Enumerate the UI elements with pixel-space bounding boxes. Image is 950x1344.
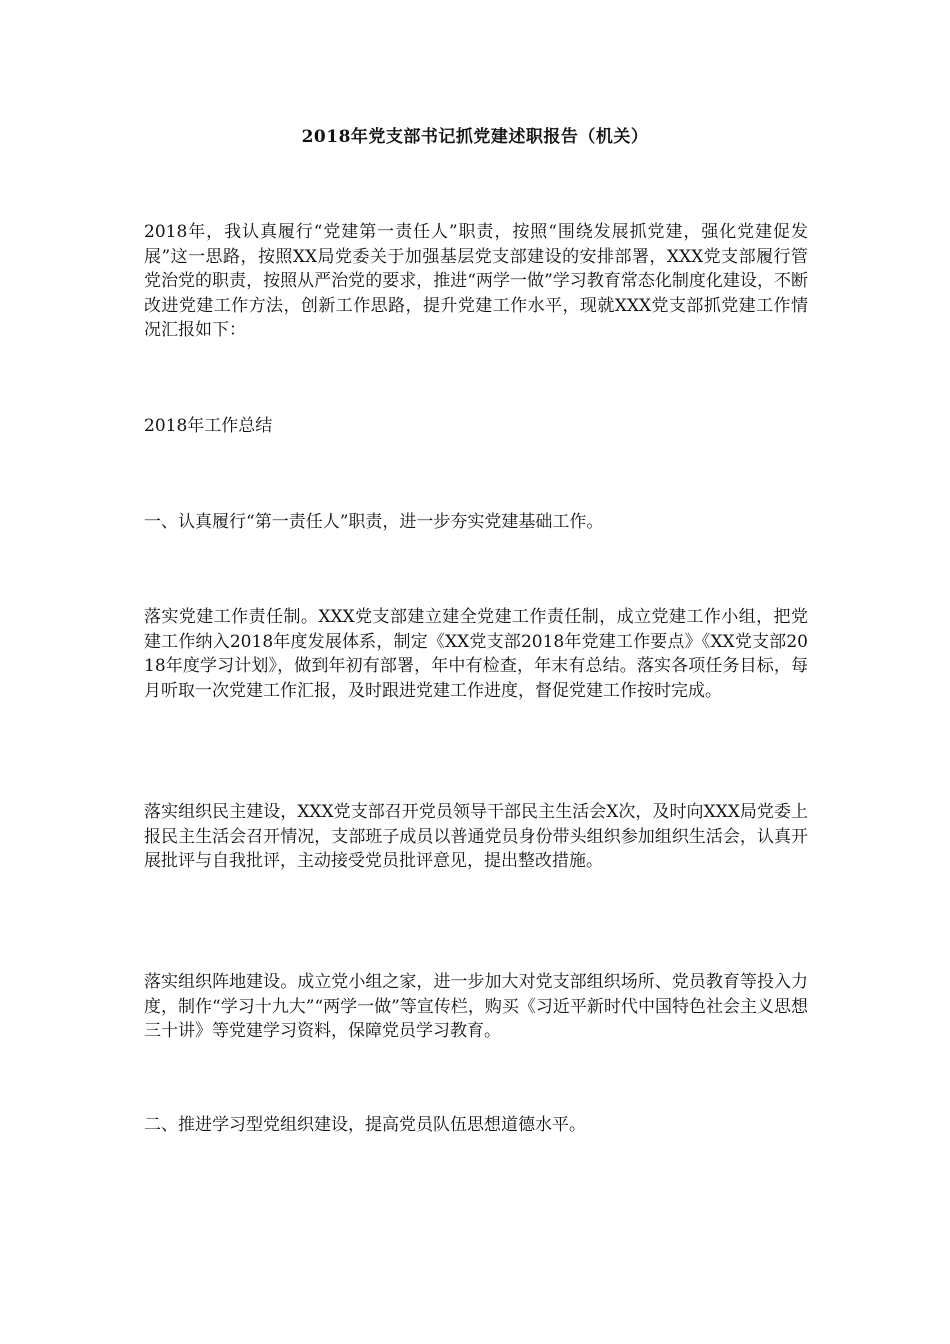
task-1-paragraph: 落实党建工作责任制。XXX党支部建立建全党建工作责任制，成立党建工作小组，把党建工作纳入2018年度发展体系，制定《XX党支部2018年党建工作要点》《XX党支部2018年度学习计划》，做到年初有部署，年中有检查，年末有总结。落实各项任务目标，每月听取一次党建工作汇报，及时跟进党建工作进度，督促党建工作按时完成。 (144, 607, 808, 701)
task-3-paragraph: 落实组织阵地建设。成立党小组之家，进一步加大对党支部组织场所、党员教育等投入力度，制作“学习十九大”“两学一做”等宣传栏，购买《习近平新时代中国特色社会主义思想三十讲》等党建学习资料，保障党员学习教育。 (144, 972, 808, 1041)
section-2-heading: 二、推进学习型党组织建设，提高党员队伍思想道德水平。 (144, 1115, 586, 1135)
summary-heading: 2018年工作总结 (144, 416, 273, 436)
task-2-paragraph: 落实组织民主建设，XXX党支部召开党员领导干部民主生活会X次，及时向XXX局党委上报民主生活会召开情况，支部班子成员以普通党员身份带头组织参加组织生活会，认真开展批评与自我批评，主动接受党员批评意见，提出整改措施。 (144, 802, 808, 871)
document-title: 2018年党支部书记抓党建述职报告（机关） (301, 127, 649, 147)
section-1-heading: 一、认真履行“第一责任人”职责，进一步夯实党建基础工作。 (144, 512, 604, 532)
intro-paragraph: 2018年，我认真履行“党建第一责任人”职责，按照“围绕发展抓党建，强化党建促发展”这一思路，按照XX局党委关于加强基层党支部建设的安排部署，XXX党支部履行管党治党的职责，按照从严治党的要求，推进“两学一做”学习教育常态化制度化建设，不断改进党建工作方法，创新工作思路，提升党建工作水平，现就XXX党支部抓党建工作情况汇报如下： (144, 222, 808, 340)
